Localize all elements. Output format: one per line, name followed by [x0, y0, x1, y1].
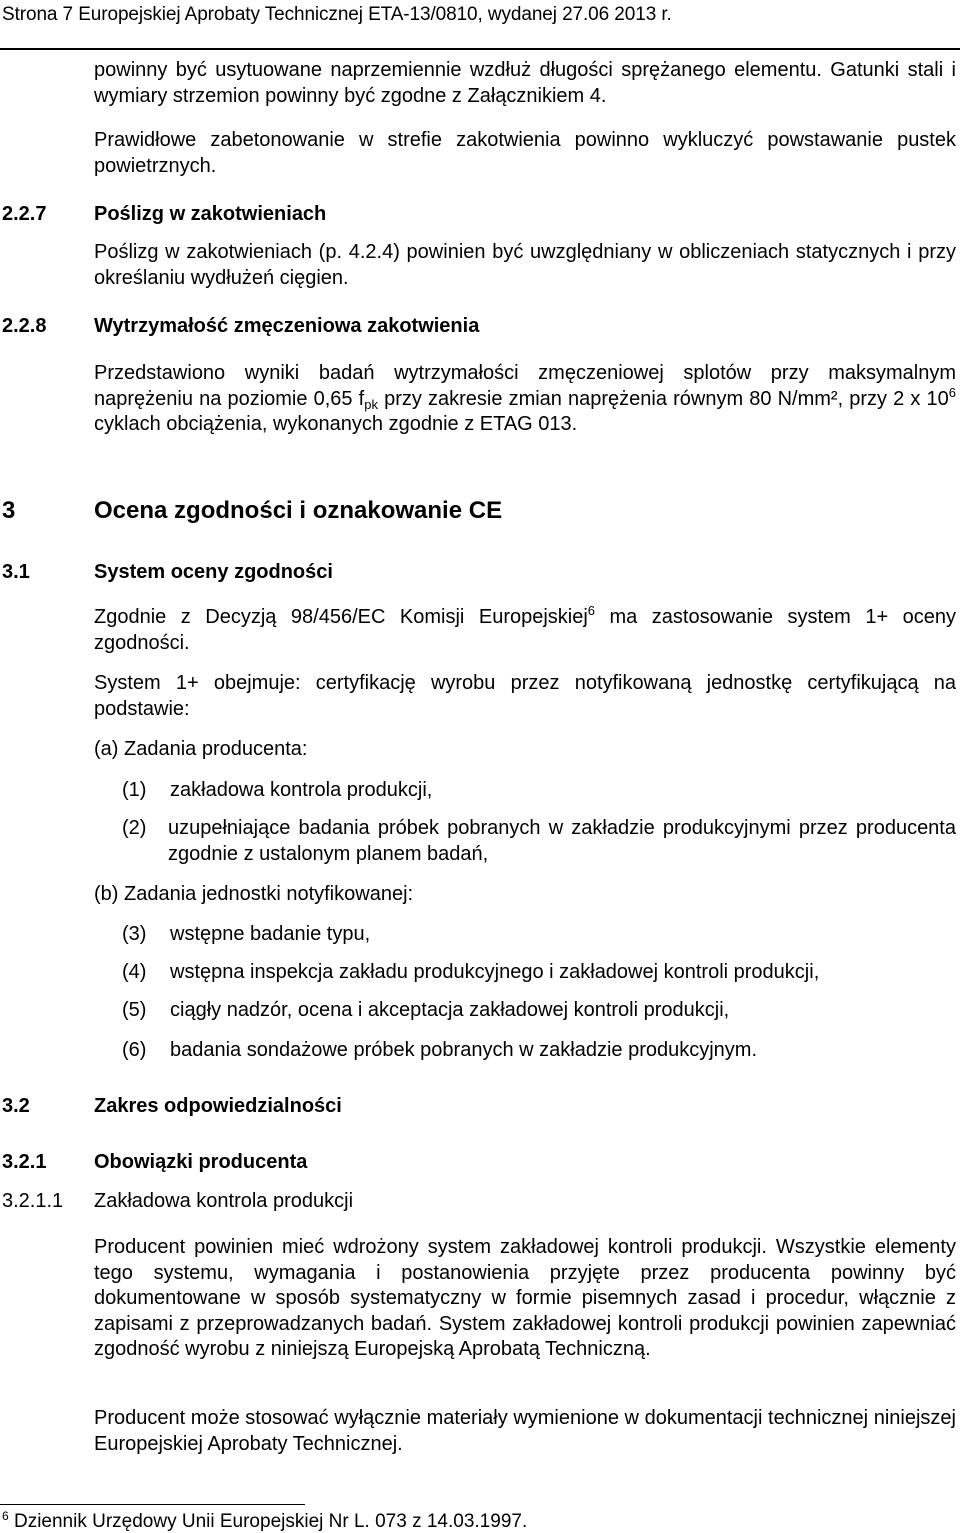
- list-item-text: ciągły nadzór, ocena i akceptacja zakładowej kontroli produkcji,: [170, 999, 730, 1021]
- section-2-2-8-body: Przedstawiono wyniki badań wytrzymałości zmęczeniowej splotów przy maksymalnym naprężeniu na poziomie 0,65 $f_{pk}$ przy zakresie zmian naprężenia równym 80 N/mm², przy 2 x $10^6$ cyklach obciążenia, wykonanych zgodnie z ETAG 013.: [94, 362, 957, 435]
- intro-paragraph-2: Prawidłowe zabetonowanie w strefie zakotwienia powinno wykluczyć powstawanie pustek powietrznych.: [94, 129, 956, 177]
- section-3-1-title: System oceny zgodności: [94, 561, 333, 583]
- list-item-number: (4): [122, 961, 147, 983]
- superscript-6: 6: [948, 384, 957, 400]
- section-3-1-number: 3.1: [2, 561, 30, 583]
- section-3-2-1-number: 3.2.1: [2, 1151, 47, 1173]
- section-3-number: 3: [2, 497, 16, 524]
- section-3-1-paragraph-1: Zgodnie z Decyzją 98/456/EC Komisji Europejskiej$^6$ ma zastosowanie system 1+ oceny zgodności.: [94, 603, 956, 654]
- list-item-number: (6): [122, 1039, 147, 1061]
- section-3-2-1-1-title: Zakładowa kontrola produkcji: [94, 1190, 354, 1212]
- page-header-text: Strona 7 Europejskiej Aprobaty Technicznej ETA-13/0810, wydanej 27.06 2013 r.: [2, 4, 672, 25]
- section-2-2-7-title: Poślizg w zakotwieniach: [94, 203, 327, 225]
- section-3-2-1-1-number: 3.2.1.1: [2, 1190, 64, 1212]
- list-b-label: (b) Zadania jednostki notyfikowanej:: [94, 883, 414, 905]
- section-2-2-8-title: Wytrzymałość zmęczeniowa zakotwienia: [94, 315, 480, 337]
- section-2-2-7-body: Poślizg w zakotwieniach (p. 4.2.4) powinien być uwzględniany w obliczeniach statycznych i przy określaniu wydłużeń cięgien.: [94, 241, 956, 289]
- list-item-text: uzupełniające badania próbek pobranych w zakładzie produkcyjnymi przez producenta zgodnie z ustalonym planem badań,: [168, 817, 956, 865]
- section-3-1-paragraph-2: System 1+ obejmuje: certyfikację wyrobu przez notyfikowaną jednostkę certyfikującą na podstawie:: [94, 672, 956, 720]
- footnote-text: Dziennik Urzędowy Unii Europejskiej Nr L. 073 z 14.03.1997.: [8, 1511, 528, 1532]
- footnote: [2, 1511, 527, 1533]
- list-item-number: (5): [122, 999, 147, 1021]
- section-3-2-number: 3.2: [2, 1095, 30, 1117]
- section-3-2-1-1-paragraph-1: Producent powinien mieć wdrożony system zakładowej kontroli produkcji. Wszystkie elementy tego systemu, wymagania i postanowienia przyjęte przez producenta powinny być dokumentowane w sposób systematyczny w formie pisemnych zasad i procedur, włącznie z zapisami z przeprowadzanych badań. System zakładowej kontroli produkcji powinien zapewniać zgodność wyrobu z niniejszą Europejską Aprobatą Techniczną.: [94, 1236, 956, 1360]
- footnote-separator: [0, 1504, 305, 1505]
- list-item-text: wstępne badanie typu,: [170, 923, 371, 945]
- section-3-title: Ocena zgodności i oznakowanie CE: [94, 497, 503, 524]
- list-item-number: (1): [122, 779, 147, 801]
- section-2-2-8-number: 2.2.8: [2, 315, 47, 337]
- page-header: [0, 0, 960, 50]
- section-2-2-7-number: 2.2.7: [2, 203, 47, 225]
- footnote-ref-6: 6: [587, 603, 596, 618]
- list-a-label: (a) Zadania producenta:: [94, 738, 308, 760]
- list-item-number: (3): [122, 923, 147, 945]
- list-item-text: wstępna inspekcja zakładu produkcyjnego i zakładowej kontroli produkcji,: [170, 961, 820, 983]
- list-item-text: badania sondażowe próbek pobranych w zakładzie produkcyjnym.: [170, 1039, 758, 1061]
- section-3-2-1-title: Obowiązki producenta: [94, 1151, 308, 1173]
- intro-paragraph-1: powinny być usytuowane naprzemiennie wzdłuż długości sprężanego elementu. Gatunki stali i wymiary strzemion powinny być zgodne z Załącznikiem 4.: [94, 59, 956, 107]
- list-item-number: (2): [122, 817, 147, 839]
- list-item-text: zakładowa kontrola produkcji,: [170, 779, 433, 801]
- subscript-pk: pk: [364, 396, 378, 412]
- section-3-2-title: Zakres odpowiedzialności: [94, 1095, 342, 1117]
- section-3-2-1-1-paragraph-2: Producent może stosować wyłącznie materiały wymienione w dokumentacji technicznej niniejszej Europejskiej Aprobaty Technicznej.: [94, 1407, 956, 1455]
- footnote-mark: 6: [2, 1509, 9, 1523]
